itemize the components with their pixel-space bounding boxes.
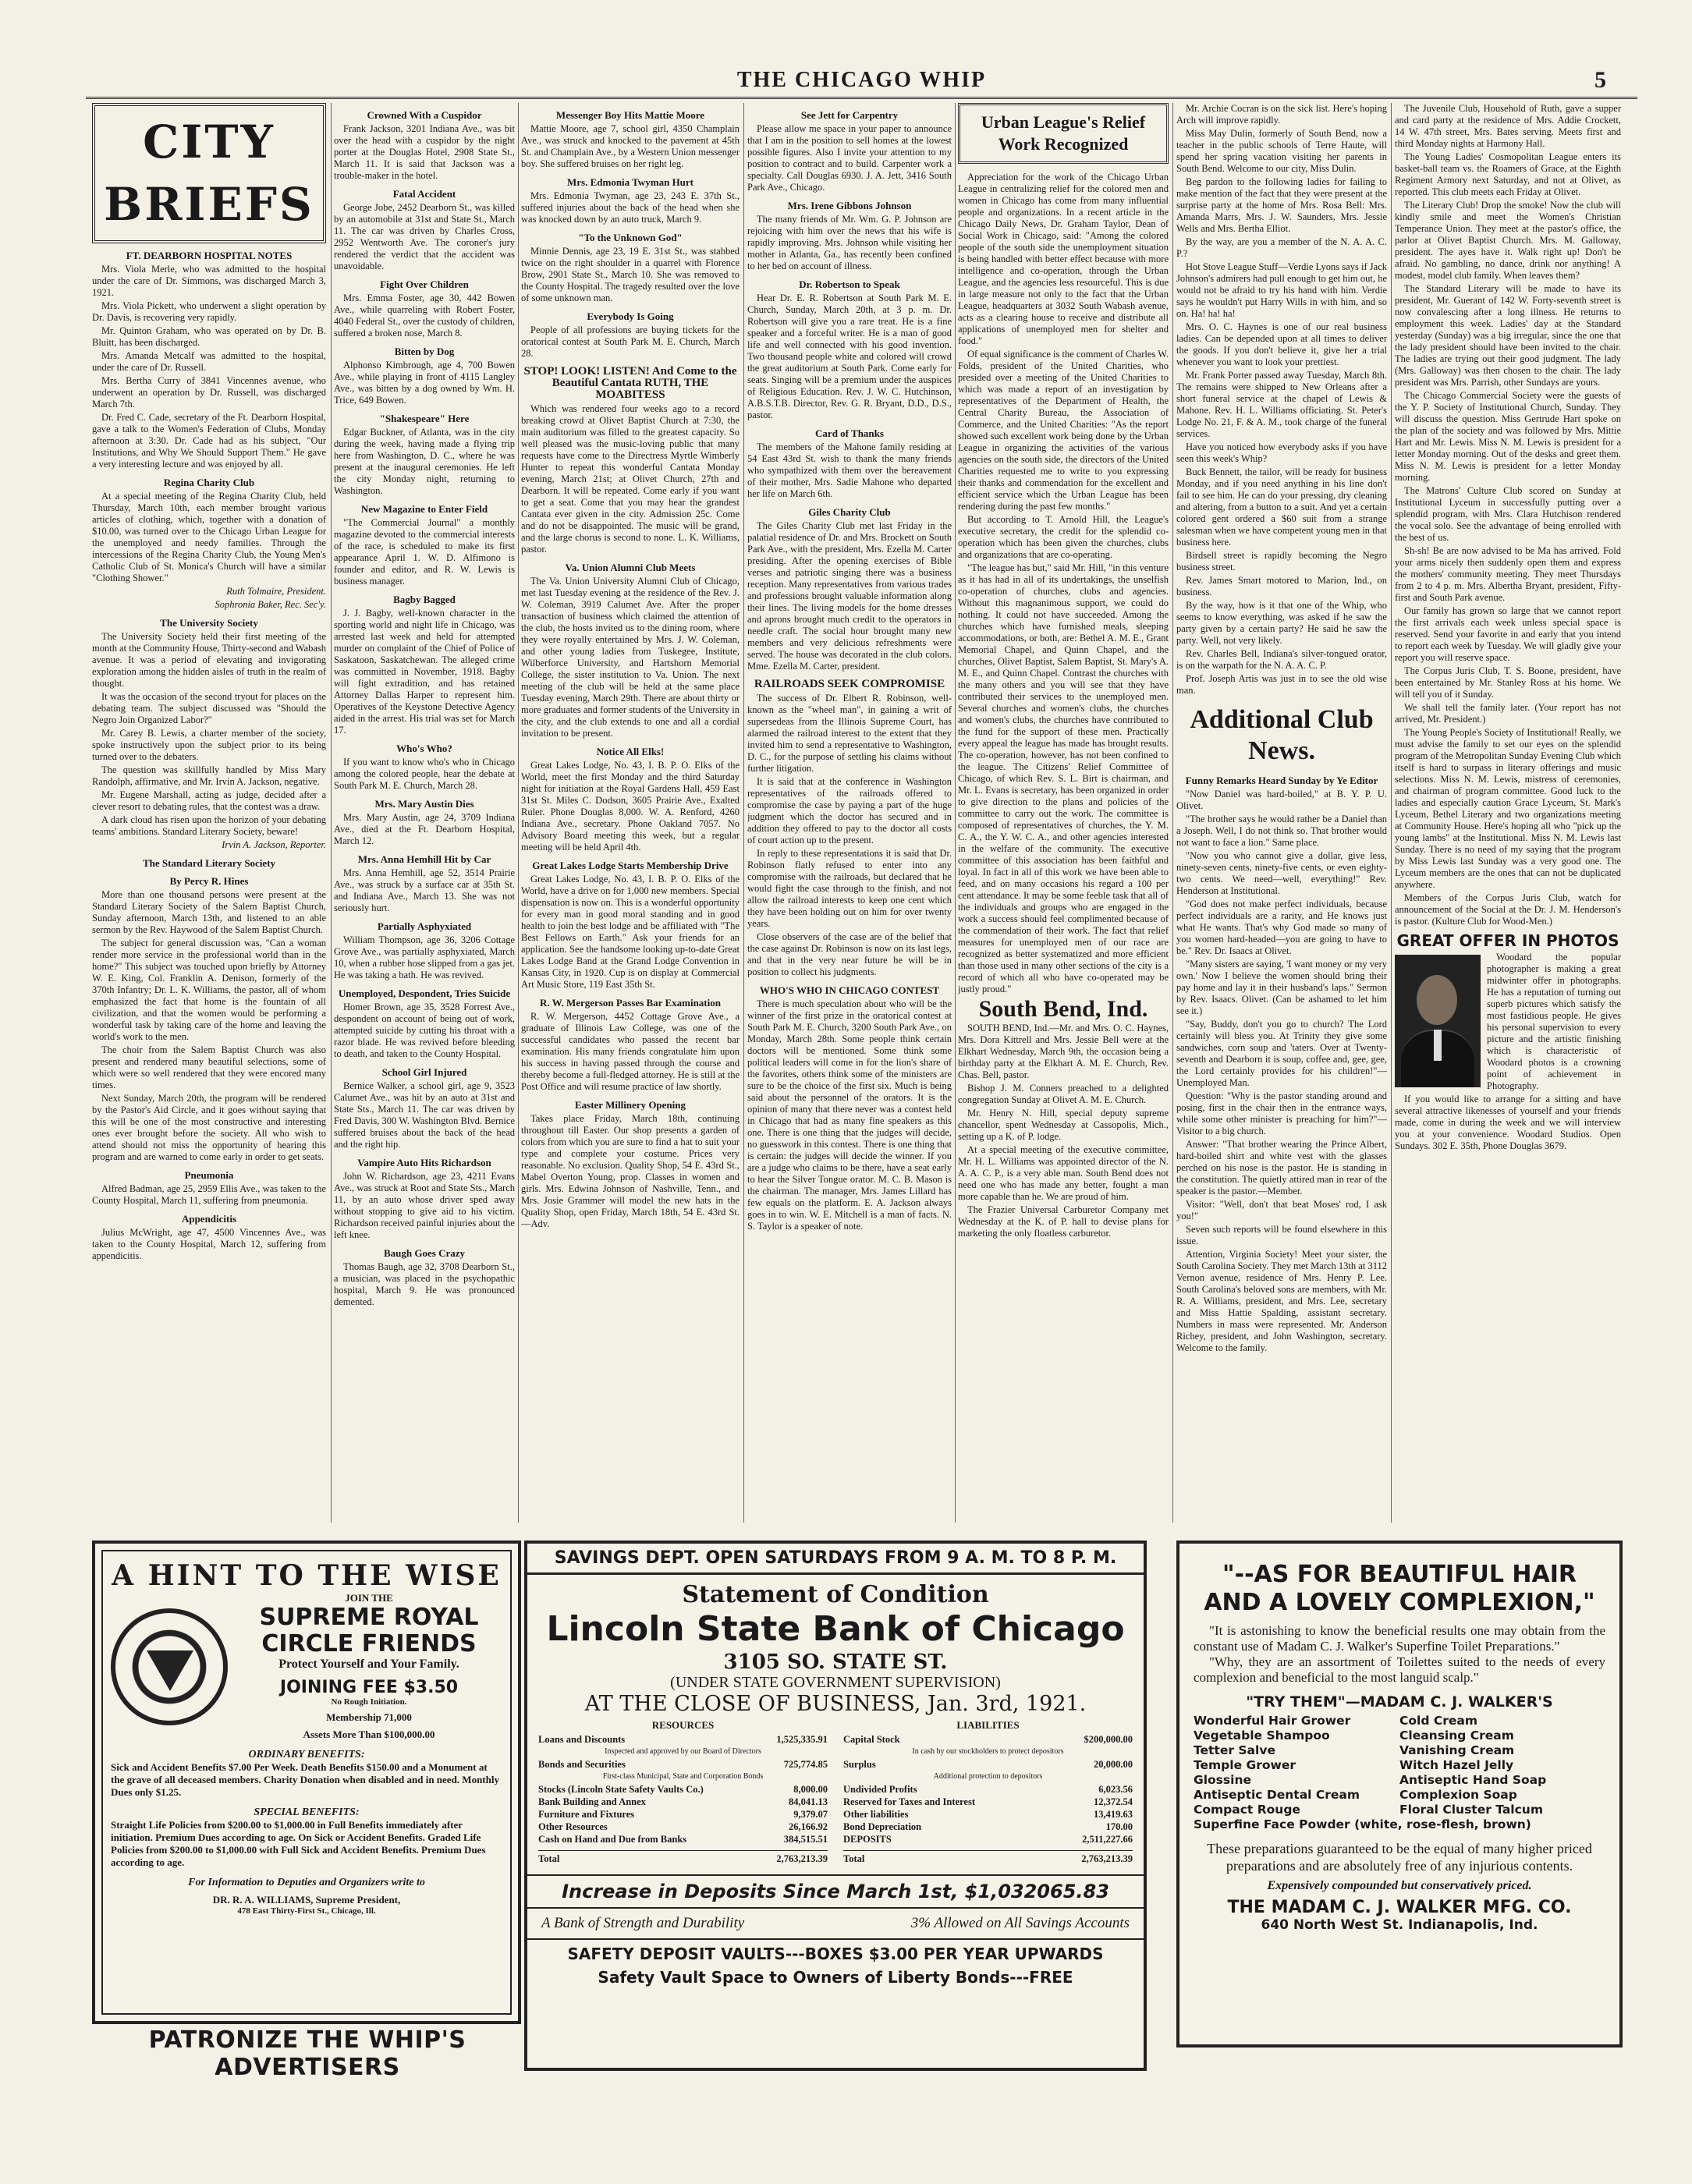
article-text: Great Lakes Lodge, No. 43, I. B. P. O. Elks of the World, have a drive on for 1,000 new members. Special dispensation is now on. This is a wonderful opportunity for every man in good moral standing and in good health to join the best lodge and be affiliated with "The Best Fellows on Earth." Ask your friends for an application. See the handsome looking up-to-date Great Lakes Lodge Band at the Grand Lodge Convention in Kansas City, in 1920. Cup is on display at Commercial Art Music Store, 119 East 35th St. [521, 874, 740, 990]
column-5 [958, 103, 1169, 1523]
liabilities-total [843, 1850, 1133, 1865]
walker-company: THE MADAM C. J. WALKER MFG. CO. [1227, 1898, 1572, 1917]
row-note: Inspected and approved by our Board of Directors [605, 1747, 761, 1756]
row-label: Other Resources [538, 1821, 608, 1832]
article-text: Homer Brown, age 35, 3528 Forrest Ave., despondent on account of being out of work, attempted suicide by cutting his throat with a razor blade. He was revived before bleeding to death, and taken to the County Hospital. [334, 1002, 515, 1059]
article-text: Visitor: "Well, don't that beat Moses' rod, I ask you!" [1176, 1199, 1387, 1221]
walker-body: "It is astonishing to know the beneficial results one may obtain from the constant use of Madam C. J. Walker's Superfine Toilet Preparations." [1194, 1623, 1605, 1654]
article-heading: RAILROADS SEEK COMPROMISE [754, 678, 945, 690]
product-item: Tetter Salve [1194, 1743, 1275, 1757]
row-value: $200,000.00 [1084, 1734, 1133, 1745]
article-text: Mr. Quinton Graham, who was operated on by Dr. B. Bluitt, has been discharged. [92, 325, 326, 348]
bank-close-date: AT THE CLOSE OF BUSINESS, Jan. 3rd, 1921. [584, 1692, 1087, 1716]
article-text: Of equal significance is the comment of Charles W. Folds, president of the United Charities, who presided over a meeting of the United Charities to which was made a report of an investigation by representatives of the Department of Health, the Central Charity Bureau, the Association of Commerce, and the United Charities: "As the report showed such excellent work being done by the Urban League in organizing the activities of the various agencies on the south side, the directors of the United Charities requested me to write to you expressing their thanks and commendation for the excellent and efficient service which the Urban League has been rendering during the past few months." [958, 349, 1169, 512]
article-text: R. W. Mergerson, 4452 Cottage Grove Ave., a graduate of Illinois Law College, was one of the successful candidates who passed the recent bar examination. His many friends congratulate him upon his success in having passed through the course and thereby become a full-fledged attorney. He is still at the Post Office and will resume practice of law shortly. [521, 1011, 740, 1092]
row-label: Loans and Discounts [538, 1734, 626, 1745]
paper-title: THE CHICAGO WHIP [736, 68, 987, 92]
total-label: Total [843, 1853, 865, 1864]
bank-address: 3105 SO. STATE ST. [723, 1650, 948, 1674]
article-heading: Card of Thanks [815, 427, 884, 439]
total-label: Total [538, 1853, 560, 1864]
walker-tagline: Expensively compounded but conservatively priced. [1267, 1879, 1532, 1892]
product-item: Cleansing Cream [1399, 1728, 1514, 1743]
resources-total [538, 1850, 828, 1865]
article-text: "Now Daniel was hard-boiled," at B. Y. P. U. Olivet. [1176, 789, 1387, 811]
row-value: 12,372.54 [1094, 1796, 1133, 1807]
article-text: "God does not make perfect individuals, because perfect individuals are a rarity, and He knows just what He wants. That's why God made so many of you women hard-headed—you are going to have to be." Rev. Dr. Isaacs at Olivet. [1176, 899, 1387, 956]
product-item: Antiseptic Hand Soap [1399, 1773, 1547, 1787]
article-heading: New Magazine to Enter Field [360, 503, 488, 515]
article-heading: Unemployed, Despondent, Tries Suicide [338, 987, 511, 999]
resource-row [538, 1783, 828, 1796]
header-rule [86, 97, 1637, 99]
column-divider [518, 103, 519, 1523]
article-heading: R. W. Mergerson Passes Bar Examination [540, 997, 721, 1009]
column-2 [334, 103, 515, 1523]
ad-headline: A HINT TO THE WISE [112, 1559, 502, 1592]
article-text: "The brother says he would rather be a Daniel than a Joseph. Well, I do not think so. That brother would not want to face a lion." Same place. [1176, 814, 1387, 848]
row-label: Stocks (Lincoln State Safety Vaults Co.) [538, 1784, 704, 1795]
article-text: Mrs. O. C. Haynes is one of our real business ladies. Can be depended upon at all times to deliver the goods. If you don't believe it, give her a trial whenever you want to look your prettiest. [1176, 321, 1387, 367]
article-text: By the way, how is it that one of the Whip, who seems to know everything, was asked if he saw the party given by a certain party? He said he saw the party. Well, not very likely. [1176, 600, 1387, 646]
city-briefs-banner: CITY BRIEFS [92, 103, 326, 243]
article-text: Rev. James Smart motored to Marion, Ind., on business. [1176, 575, 1387, 597]
article-text: Frank Jackson, 3201 Indiana Ave., was bit over the head with a cuspidor by the night porter at the Douglas Hotel, 2908 State St., March 11. It is said that Jackson was a trouble-maker in the hotel. [334, 123, 515, 181]
article-text: Mr. Henry N. Hill, special deputy supreme chancellor, spent Wednesday at Cassopolis, Mich., setting up a K. of P. lodge. [958, 1108, 1169, 1142]
article-heading: Messenger Boy Hits Mattie Moore [555, 109, 705, 121]
row-value: 1,525,335.91 [776, 1734, 828, 1745]
page-number: 5 [1594, 67, 1606, 93]
article-text: A dark cloud has risen upon the horizon of your debating teams' ambitions. Standard Literary Society, beware! [92, 814, 326, 837]
ad-row [111, 1592, 502, 1741]
product-item: Cold Cream [1399, 1714, 1477, 1728]
article-text: By the way, are you a member of the N. A. A. C. P.? [1176, 236, 1387, 259]
column-divider [955, 103, 956, 1523]
row-label: Bond Depreciation [843, 1821, 922, 1832]
article-text: If you want to know who's who in Chicago among the colored people, hear the debate at South Park M. E. Church, March 28. [334, 757, 515, 791]
article-text: Mrs. Mary Austin, age 24, 3709 Indiana Ave., died at the Ft. Dearborn Hospital, March 12. [334, 812, 515, 846]
signature: Sophronia Baker, Rec. Sec'y. [215, 599, 326, 610]
article-text: The Young Ladies' Cosmopolitan League enters its basket-ball team vs. the Roamers of Grace, at the Eighth Regiment Armory next Saturday, and not at Olivet, as reported. This club meets each Friday at Olivet. [1395, 151, 1621, 197]
lincoln-bank-ad [524, 1540, 1147, 2071]
article-text: Alphonso Kimbrough, age 4, 700 Bowen Ave., while playing in front of 4115 Langley Ave., was bitten by a dog owned by Wm. H. Trice, 649 Bowen. [334, 360, 515, 406]
ad-right [236, 1592, 502, 1741]
row-value: 26,166.92 [789, 1821, 828, 1832]
article-text: Beg pardon to the following ladies for failing to make mention of the fact that they were present at the surprise party at the home of Mrs. Rosa Bell: Mrs. Amanda Marrs, Mrs. J. W. Saunders, Mrs. Jessie Wells and Mrs. Bertha Elliot. [1176, 176, 1387, 234]
ad-no-rough: No Rough Initiation. [331, 1697, 407, 1707]
article-text: The Standard Literary will be made to have its president, Mr. Guerant of 142 W. Forty-seventh street is now convalescing after a long illness. He returns to employment this week. Ladies' day at the Standard yesterday (Sunday) was a big irregular, since the one that the lady president should have been invited to the chair. The ladies are trying out their good judgment. The lady (Mrs. Galloway) was then chosen to the chair. The lady president was Mrs. Parrish, other Sundays are yours. [1395, 283, 1621, 388]
row-note: In cash by our stockholders to protect depositors [912, 1747, 1064, 1756]
row-label: Furniture and Fixtures [538, 1809, 635, 1820]
column-divider [743, 103, 744, 1523]
product-item: Antiseptic Dental Cream [1194, 1788, 1360, 1802]
article-text: The question was skillfully handled by Miss Mary Randolph, affirmative, and Mr. Irvin A. Jackson, negative. [92, 764, 326, 787]
article-text: We shall tell the family later. (Your report has not arrived, Mr. President.) [1395, 702, 1621, 725]
column-6 [1176, 103, 1387, 1523]
article-heading: Mrs. Mary Austin Dies [374, 798, 474, 810]
article-text: Appreciation for the work of the Chicago Urban League in centralizing relief for the colored men and women in Chicago has come from many influential people and organizations. In a recent article in the Chicago Daily News, Dr. Graham Taylor, Dean of Social Work in Chicago, said: "Among the colored people of the south side the unemployment situation is being handled with better effect because with more intelligence and co-operation, through the Urban League, and the agencies less resourceful. This is due in large measure not only to the fact that the Urban League, headquarters at 3032 South Wabash avenue, acts as a clearing house to receive and distribute all applications of unemployed men for shelter and food." [958, 172, 1169, 346]
row-note: Additional protection to depositors [933, 1772, 1043, 1781]
resource-row [538, 1821, 828, 1833]
ad-info: For Information to Deputies and Organizers write to [188, 1877, 425, 1888]
article-text: Minnie Dennis, age 23, 19 E. 31st St., was stabbed twice on the right shoulder in a quarrel with Florence Brow, 2901 State St., March 10. She was removed to the County Hospital. The tragedy resulted over the love of some unknown man. [521, 246, 740, 303]
article-text: SOUTH BEND, Ind.—Mr. and Mrs. O. C. Haynes, Mrs. Dora Kittrell and Mrs. Jessie Bell were at the Elkhart Wednesday, March 9th, the occasion being a birthday party at the Elkhart A. M. E. Church, Rev. Chas. Bell, pastor. [958, 1023, 1169, 1080]
walker-ad-inner [1179, 1544, 1619, 1944]
royal-circle-ad-inner [101, 1550, 512, 2015]
article-text: Bishop J. M. Conners preached to a delighted congregation Sunday at Olivet A. M. E. Church. [958, 1083, 1169, 1105]
article-text: J. J. Bagby, well-known character in the sporting world and night life in Chicago, was arrested last week and held for attempted murder on complaint of the Chief of Police of Saskatoon, Saskatchewan. The alleged crime was committed in November, 1918. Bagby will fight extradition, and has retained Attorney Dallas Harper to represent him. Operatives of the Keystone Detective Agency aided in the arrest. His trial was set for March 17. [334, 608, 515, 736]
article-text: "The Commercial Journal" a monthly magazine devoted to the commercial interests of the race, is scheduled to make its first appearance April 1. W. D. Alfimono is founder and editor, and R. W. Lewis is business manager. [334, 517, 515, 587]
portrait-face [1417, 975, 1457, 1025]
row-value: 2,511,227.66 [1082, 1834, 1133, 1845]
row-value: 170.00 [1105, 1821, 1133, 1832]
article-text: Mr. Archie Cocran is on the sick list. Here's hoping Arch will improve rapidly. [1176, 103, 1387, 126]
article-text: William Thompson, age 36, 3206 Cottage Grove Ave., was partially asphyxiated, March 10, when a rubber hose slipped from a gas jet. He was taking a bath. He was revived. [334, 934, 515, 980]
article-text: Answer: "That brother wearing the Prince Albert, hard-boiled shirt and white vest with the glasses perched on his nose is the pastor. He is standing in the constitution. The quietly attired man in rear of the speaker is the pastor.—Member. [1176, 1139, 1387, 1197]
article-text: Next Sunday, March 20th, the program will be rendered by the Pastor's Aid Circle, and it goes without saying that this will be one of the most constructive and interesting ones ever brought before the society. All who wish to attend should not miss the opportunity of hearing this program and are warned to come early in order to get seats. [92, 1093, 326, 1162]
liability-row [843, 1821, 1133, 1833]
liability-row [843, 1758, 1133, 1771]
column-4 [747, 103, 952, 1523]
portrait-tie [1434, 1030, 1442, 1061]
column-7 [1395, 103, 1621, 1523]
article-text: The choir from the Salem Baptist Church was also present and rendered many beautiful selections, some of which were so well rendered that they were encored many times. [92, 1044, 326, 1090]
product-item: Wonderful Hair Grower [1194, 1714, 1351, 1728]
resource-row [538, 1808, 828, 1821]
article-heading: The Standard Literary Society [142, 857, 276, 869]
article-text: It is said that at the conference in Washington representatives of the railroads offered to compromise the case by paying a part of the huge judgment which the doctor has secured and in addition they offered to pay to the doctor all costs of court action up to the present. [747, 776, 952, 846]
product-item: Temple Grower [1194, 1758, 1296, 1772]
row-value: 6,023.56 [1098, 1784, 1133, 1795]
column-divider [1172, 103, 1173, 1523]
article-heading: See Jett for Carpentry [800, 109, 899, 121]
article-text: Which was rendered four weeks ago to a record breaking crowd at Olivet Baptist Church at 7:30, the main auditorium was filled to the greatest capacity. So well pleased was the music-loving public that many requests have come to the Directress Myrtle Wimberly Hunter to repeat this wonderful Cantata Monday evening, March 21st; at Olivet Church, 27th and Dearborn. It will be repeated. Come early if you want to get a seat. Come that you may hear the grandest Cantata ever given in the city. Admission 25c. Come and do not be disappointed. The music will be grand, and the large chorus is second to none. L. K. Williams, pastor. [521, 403, 740, 555]
masthead [94, 67, 1630, 94]
product-item: Floral Cluster Talcum [1399, 1803, 1543, 1817]
resource-row [538, 1796, 828, 1808]
article-text: Attention, Virginia Society! Meet your sister, the South Carolina Society. They met March 13th at 3112 Vernon avenue, residence of Mrs. Henry P. Lee. South Carolina's beloved sons are members, with Mr. R. A. Williams, president, and Mrs. Lee, secretary and Miss Hattie Spalding, assistant secretary. Numbers in mass were represented. Mr. Anderson Richey, president, and John Washington, secretary. Welcome to the family. [1176, 1249, 1387, 1353]
liability-row [843, 1796, 1133, 1808]
ad-subheading: ORDINARY BENEFITS: [248, 1749, 365, 1760]
article-text: The University Society held their first meeting of the month at the Community House, Thirty-second and Wabash avenue. It was a period of elevating and invigorating exploration among the hidden aisles of truth in the realm of thought. [92, 631, 326, 689]
article-text: The members of the Mahone family residing at 54 East 43rd St. wish to thank the many friends who sympathized with them over the bereavement of their mother, Mrs. Sadie Mahone who departed her life on March 6th. [747, 441, 952, 499]
bank-statement [527, 1716, 1144, 1868]
article-text: Question: "Why is the pastor standing around and posing, first in the chair then in the entrance ways, while some other minister is preaching for him?"—Visitor to a big church. [1176, 1090, 1387, 1136]
article-text: Mrs. Bertha Curry of 3841 Vincennes avenue, who underwent an operation by Dr. Russell, was discharged March 7th. [92, 375, 326, 410]
column-3 [521, 103, 740, 1523]
walker-products-wide [1194, 1817, 1605, 1832]
ad-fee: JOINING FEE $3.50 [279, 1678, 459, 1697]
article-text: Mr. Eugene Marshall, acting as judge, decided after a clever resort to debating rules, that the contest was a draw. [92, 789, 326, 812]
article-text: Please allow me space in your paper to announce that I am in the position to sell homes at the lowest possible figures. Also I invite your attention to my position to contract and to build. Carpenter work a specialty. Call Douglas 6930. J. A. Jett, 3416 South Park Ave., Chicago. [747, 123, 952, 193]
total-value: 2,763,213.39 [776, 1853, 828, 1864]
madam-walker-ad [1176, 1540, 1623, 2048]
bank-banner: SAVINGS DEPT. OPEN SATURDAYS FROM 9 A. M. TO 8 P. M. [527, 1544, 1144, 1575]
article-text: Edgar Buckner, of Atlanta, was in the city during the week, having made a flying trip here from Washington, D. C., where he was present at the inaugural ceremonies. He left the city Monday night, returning to Washington. [334, 427, 515, 496]
article-text: Mrs. Viola Merle, who was admitted to the hospital under the care of Dr. Simmons, was discharged March 3, 1921. [92, 264, 326, 298]
article-text: The Va. Union University Alumni Club of Chicago, met last Tuesday evening at the residence of the Rev. J. W. Coleman, 3919 Calumet Ave. After the proper transaction of business which claimed the attention of the club, the hosts invited us to the dining room, where they were royally entertained by Mrs. J. W. Coleman, and other young ladies from Tuskegee, Institute, Wilberforce University, and Hartshorn Memorial College, the sister institution to Va. Union. The next meeting of the club will be held at the same place Tuesday evening, March 29th. There are about thirty or more graduates and former students of the University in the city, and the club extends to one and all a cordial invitation to be present. [521, 576, 740, 739]
article-heading: Pneumonia [184, 1169, 234, 1181]
product-item: Superfine Face Powder (white, rose-flesh, brown) [1194, 1817, 1531, 1831]
article-heading: Great Lakes Lodge Starts Membership Drive [532, 860, 729, 871]
article-heading: School Girl Injured [381, 1066, 467, 1078]
article-text: The Chicago Commercial Society were the guests of the Y. P. Society of Institutional Church, Sunday. They will discuss the question. Miss Gertrude Hart spoke on the plan of the society and was followed by Mrs. Mittie Hart and Mr. Lewis. Miss N. M. Lewis is president for a letter Monday morning. Out of the desks and greet them. Miss N. M. Lewis is president for a letter Monday morning. [1395, 390, 1621, 483]
article-heading: "Shakespeare" Here [379, 413, 470, 424]
products-right [1399, 1714, 1605, 1817]
ad-join: JOIN THE [345, 1592, 393, 1604]
resource-row [538, 1733, 828, 1746]
product-item: Vegetable Shampoo [1194, 1728, 1330, 1743]
walker-body: "Why, they are an assortment of Toilettes suited to the needs of every complexion and beneficial to the most languid scalp." [1194, 1654, 1605, 1685]
photographer-portrait [1395, 955, 1481, 1087]
ad-subheading: SPECIAL BENEFITS: [254, 1806, 360, 1818]
ad-membership: Membership 71,000 [326, 1711, 412, 1723]
product-item: Glossine [1194, 1773, 1251, 1787]
signature: Ruth Tolmaire, President. [226, 586, 326, 597]
resources-caption: RESOURCES [651, 1719, 715, 1731]
article-text: The subject for general discussion was, "Can a woman render more service in the professional world than in the home?" This subject was touched upon briefly by Attorney W. E. King, Col. Franklin A. Denison, formerly of the 370th Infantry; Dr. L. K. Williams, the pastor, all of whom emphasized the fact that home is the fountain of all civilization, and that the women would be performing a wonderful task by taking care of the home and leaving the world's work to the men. [92, 938, 326, 1042]
article-text: People of all professions are buying tickets for the oratorical contest at South Park M. E. Church, March 28. [521, 324, 740, 359]
walker-guarantee: These preparations guaranteed to be the equal of many higher priced preparations and are absolutely free of any injurious contents. [1207, 1841, 1592, 1874]
row-label: DEPOSITS [843, 1834, 892, 1845]
row-label: Capital Stock [843, 1734, 900, 1745]
signature: Irvin A. Jackson, Reporter. [222, 839, 326, 850]
article-text: "Many sisters are saying, 'I want money or my very own.' Now I believe the women should bring their pay home and lay it in their husband's laps." Sermon by Rev. Isaacs. Olivet. (Can be ashamed to let him see it.) [1176, 959, 1387, 1016]
article-heading: Everybody Is Going [587, 310, 674, 322]
article-text: Close observers of the case are of the belief that the case against Dr. Robinson is now on its last legs, and that in the very near future he will be in position to collect his judgments. [747, 931, 952, 977]
liability-row [843, 1783, 1133, 1796]
urban-league-headline: Urban League's Relief Work Recognized [958, 103, 1169, 164]
deposits-increase: Increase in Deposits Since March 1st, $1,032065.83 [527, 1874, 1144, 1909]
row-value: 13,419.63 [1094, 1809, 1133, 1820]
article-text: Have you noticed how everybody asks if you have seen this week's Whip? [1176, 441, 1387, 464]
article-text: Mrs. Viola Pickett, who underwent a slight operation by Dr. Davis, is recovering very rapidly. [92, 300, 326, 323]
article-heading: FT. DEARBORN HOSPITAL NOTES [126, 250, 293, 261]
row-label: Undivided Profits [843, 1784, 917, 1795]
article-text: Our family has grown so large that we cannot report the first arrivals each week unless special space is reserved. Send your favorite in and early that you intend to report each week by Tuesday. We will gladly give your report you will reserve space. [1395, 605, 1621, 663]
article-heading: Vampire Auto Hits Richardson [357, 1157, 491, 1168]
south-bend-headline: South Bend, Ind. [978, 996, 1148, 1022]
article-text: The Giles Charity Club met last Friday in the palatial residence of Dr. and Mrs. Brockett on South Park Ave., with the president, Mrs. Ezella M. Carter presiding. After the opening exercises of Bible verses and patriotic singing there was a business reception. Many representatives from various trades and professions brought valuable information along their lines. The living models for the home dresses and aprons brought much credit to the operators in needle craft. The social hour brought many new members and very delicious refreshments were served. The house was decorated in the club colors. Mme. Ezella M. Carter, president. [747, 520, 952, 672]
article-text: Mrs. Amanda Metcalf was admitted to the hospital, under the care of Dr. Russell. [92, 350, 326, 373]
article-heading: "To the Unknown God" [578, 232, 683, 243]
resources-table [538, 1719, 828, 1865]
row-value: 384,515.51 [783, 1834, 828, 1845]
article-heading: Notice All Elks! [596, 746, 665, 757]
product-item: Witch Hazel Jelly [1399, 1758, 1514, 1772]
article-text: Miss May Dulin, formerly of South Bend, now a teacher in the public schools of Terre Haute, will spend her spring vacation visiting her parents in South Bend. Welcome to our city, Miss Dulin. [1176, 128, 1387, 174]
row-label: Surplus [843, 1759, 876, 1770]
article-text: John W. Richardson, age 23, 4211 Evans Ave., was struck at Root and State Sts., March 11, by an auto whose driver sped away without stopping to give aid to his victim. Richardson received painful injuries about the left knee. [334, 1171, 515, 1240]
ad-text: Straight Life Policies from $200.00 to $1,000.00 in Full Benefits immediately after initiation. Premium Dues according to age. On Sick or Accident Benefits. Graded Life Policies from $200.00 to $1,000.00 with Full Sick and Accident Benefits. Premium Dues according to age. [111, 1819, 486, 1868]
article-text: Members of the Corpus Juris Club, watch for announcement of the Social at the Dr. J. M. Henderson's is pastor. (Kulture Club for Wood-Men.) [1395, 892, 1621, 927]
article-heading: Mrs. Irene Gibbons Johnson [787, 200, 912, 211]
article-text: More than one thousand persons were present at the Standard Literary Society of the Salem Baptist Church, Sunday afternoon, March 13th, and listened to an able sermon by the Rev. Haywood of the Salem Baptist Church. [92, 889, 326, 935]
article-heading: Va. Union Alumni Club Meets [565, 562, 696, 573]
article-text: Mrs. Edmonia Twyman, age 23, 243 E. 37th St., suffered injuries about the back of the head when she was knocked down by an auto truck, March 9. [521, 190, 740, 225]
article-text: The Young People's Society of Institutional! Really, we must advise the family to set our eyes on the splendid program of the Metropolitan Sunday Evening Club which itself is hard to surpass in literary offerings and music selections. Miss N. M. Lewis, mistress of ceremonies, and chairman of program committee. Good luck to the ladies and especially caution Grace Lyceum, St. Mark's Lyceum, Bethel Literary and two organizations meeting at Community House. Here's hoping all who "pick up the young lambs" at the Institutional. Miss N. M. Lewis last Sunday. There is no need of my saying that the program by Miss Lewis last Sunday was a very good one. The Lyceum members are the ones that can not be duplicated anywhere. [1395, 727, 1621, 890]
article-heading: Mrs. Anna Hemhill Hit by Car [357, 853, 491, 865]
total-value: 2,763,213.39 [1081, 1853, 1133, 1864]
liability-row [843, 1808, 1133, 1821]
article-text: Thomas Baugh, age 32, 3708 Dearborn St., a musician, was placed in the psychopathic hospital, March 9. He was pronounced demented. [334, 1261, 515, 1307]
ad-protect: Protect Yourself and Your Family. [278, 1658, 459, 1671]
article-heading: Funny Remarks Heard Sunday by Ye Editor [1185, 775, 1378, 786]
bank-statement-title: Statement of Condition [682, 1581, 989, 1608]
article-text: Mrs. Anna Hemhill, age 52, 3514 Prairie Ave., was struck by a surface car at 35th St. and Indiana Ave., March 13. She was not seriously hurt. [334, 867, 515, 913]
bank-supervision: (UNDER STATE GOVERNMENT SUPERVISION) [670, 1674, 1001, 1691]
walker-try: "TRY THEM"—MADAM C. J. WALKER'S [1246, 1693, 1553, 1711]
article-text: Julius McWright, age 47, 4500 Vincennes Ave., was taken to the County Hospital, March 12, suffering from appendicitis. [92, 1227, 326, 1261]
article-heading: Bitten by Dog [394, 346, 455, 357]
article-text: The Corpus Juris Club, T. S. Boone, president, have been entertained by Mr. Stanley Ross at his home. We will tell you of it Sunday. [1395, 665, 1621, 700]
article-text: If you would like to arrange for a sitting and have several attractive likenesses of yourself and your friends made, come in during the week and we will interview you at your convenience. Woodard Studios. Open Sundays. 302 E. 35th, Phone Douglas 3679. [1395, 1094, 1621, 1151]
article-text: There is much speculation about who will be the winner of the first prize in the oratorical contest at South Park M. E. Church, 3200 South Park Ave., on Monday, March 28th. Some people think certain doctors will be mentioned. Some think some political leaders will come in for the lion's share of the favorites, others think some of the ministers are sure to be the choice of the first six. Much is being said about the personnel of the orators. It is the opinion of many that there never was a contest held in Chicago that had as many fine speakers as this one. There is one thing that the judges will decide, no guesswork in this contest. There is one thing that is certain: the judges will decide the winner. If you are a judge who claims to be there, have a seat early to hear the Silver Tongue orator. M. C. B. Mason is the chairman. The manager, Mrs. James Lillard has few equals on the platform. E. A. Jackson always goes in to win. W. E. Mitchell is a man of facts. N. S. Taylor is a speaker of note. [747, 998, 952, 1232]
article-text: The Literary Club! Drop the smoke! Now the club will kindly smile and meet the Women's Christian Temperance Union. They meet at the pastor's office, the parlor at Olivet Baptist Church. Mrs. M. Galloway, president. The ayes have it. Walk right up! Don't be afraid. No gambling, no dance, drink nor anything! A modest, model club family. When leaves them? [1395, 200, 1621, 281]
liabilities-table [843, 1719, 1133, 1865]
article-text: Hear Dr. E. R. Robertson at South Park M. E. Church, Sunday, March 20th, at 3 p. m. Dr. Robertson will give you a rare treat. He is a fine speaker and a forceful writer. He is a man of good life and well connected with his good invention. Two thousand people white and colored will crowd the great auditorium at South Park. Come early for seats. Singing will be a premium under the auspices of Religious Education. Rev. J. W. C. Hutchinson, A.B.S.T.B. Director, Rev. G. R. Bryant, D.D., D.S., pastor. [747, 292, 952, 420]
additional-club-news-headline: Additional Club News. [1190, 705, 1374, 765]
patronize-advertisers: PATRONIZE THE WHIP'S ADVERTISERS [148, 2026, 466, 2081]
article-text: Great Lakes Lodge, No. 43, I. B. P. O. Elks of the World, meet the first Monday and the third Saturday night for initiation at the Royal Gardens Hall, 459 East 31st St. Miles C. Dodson, 3605 Prairie Ave., Exalted Ruler. Phone Douglas 8,000. W. A. Renford, 4260 Indiana Ave., secretary. Phone Oakland 7057. No Advisory Board meeting this week, but a regular meeting will be held April 4th. [521, 760, 740, 853]
article-heading: Crowned With a Cuspidor [367, 109, 482, 121]
row-label: Bonds and Securities [538, 1759, 626, 1770]
article-heading: Who's Who? [396, 743, 452, 754]
bank-strength-row [527, 1909, 1144, 1940]
bank-name: Lincoln State Bank of Chicago [546, 1609, 1125, 1649]
row-value: 9,379.07 [793, 1809, 828, 1820]
savings-rate: 3% Allowed on All Savings Accounts [910, 1915, 1130, 1931]
ad-address: 478 East Thirty-First St., Chicago, Ill. [237, 1906, 376, 1916]
product-item: Compact Rouge [1194, 1803, 1300, 1817]
vault-line: Safety Vault Space to Owners of Liberty Bonds---FREE [598, 1968, 1073, 1987]
row-value: 725,774.85 [783, 1759, 828, 1770]
column-divider [331, 103, 332, 1523]
article-text: Mr. Carey B. Lewis, a charter member of the society, spoke instructively upon the subject prior to its being turned over to the debaters. [92, 728, 326, 762]
ad-assets: Assets More Than $100,000.00 [303, 1728, 435, 1740]
article-text: "Now you who cannot give a dollar, give less, ninety-seven cents, ninety-five cents, or even eighty-two cents. We need—well, everything!" Rev. Henderson at Institutional. [1176, 850, 1387, 896]
row-label: Cash on Hand and Due from Banks [538, 1834, 687, 1845]
walker-headline: "--AS FOR BEAUTIFUL HAIR AND A LOVELY COMPLEXION," [1204, 1561, 1595, 1616]
article-text: The Juvenile Club, Household of Ruth, gave a supper and card party at the residence of Mrs. Addie Crockett, 14 W. 47th street, Mrs. Bates serving. Meets first and third Monday nights at Harmony Hall. [1395, 103, 1621, 149]
row-note: First-class Municipal, State and Corporation Bonds [602, 1772, 764, 1781]
article-heading: WHO'S WHO IN CHICAGO CONTEST [759, 984, 940, 996]
article-heading: Fight Over Children [380, 278, 469, 290]
ad-contact: DR. R. A. WILLIAMS, Supreme President, [212, 1894, 401, 1906]
article-text: It was the occasion of the second tryout for places on the debating team. The subject discussed was "Should the Negro Join Organized Labor?" [92, 691, 326, 725]
article-heading: Easter Millinery Opening [574, 1099, 686, 1111]
row-value: 84,041.13 [789, 1796, 828, 1807]
article-byline: By Percy R. Hines [169, 875, 249, 887]
article-text: Bernice Walker, a school girl, age 9, 3523 Calumet Ave., was hit by an auto at 31st and State Sts., March 11. The car was driven by Fred Davis, 300 W. Washington Blvd. Bernice suffered bruises about the back of the head and the right hip. [334, 1080, 515, 1150]
royal-circle-ad [92, 1540, 521, 2024]
product-item: Complexion Soap [1399, 1788, 1517, 1802]
article-text: Woodard the popular photographer is making a great midwinter offer in photographs. He has a reputation of turning out superb pictures which satisfy the most fastidious people. He gives his personal supervision to every picture and the artistic finishing which is characteristic of Woodard photos is a crowning point of achievement in Photography. [1487, 952, 1621, 1091]
products-left [1194, 1714, 1399, 1817]
row-label: Reserved for Taxes and Interest [843, 1796, 975, 1807]
article-text: Birdsell street is rapidly becoming the Negro business street. [1176, 550, 1387, 573]
article-heading: Regina Charity Club [163, 477, 255, 488]
article-text: At a special meeting of the executive committee, Mr. H. L. Williams was appointed director of the N. A. A. C. P., is a very able man. South Bend does not need one who has made any better, fought a man more capable than he. We are proud of him. [958, 1144, 1169, 1202]
row-label: Bank Building and Annex [538, 1796, 646, 1807]
article-text: Mrs. Emma Foster, age 30, 442 Bowen Ave., while quarreling with Robert Foster, 4040 Federal St., over the custody of children, suffered a broken nose, March 8. [334, 292, 515, 339]
royal-circle-emblem-icon [111, 1608, 228, 1725]
article-text: The success of Dr. Elbert R. Robinson, well-known as the "wheel man", in gaining a writ of supersedeas from the Illinois Supreme Court, has alarmed the railroad interest to the extent that they invited him to send a representative to Washington, D. C., for the purpose of settling his claims without further litigation. [747, 693, 952, 774]
article-heading: Fatal Accident [392, 188, 456, 200]
article-text: Dr. Fred C. Cade, secretary of the Ft. Dearborn Hospital, gave a talk to the Women's Federation of Clubs, Monday afternoon at 3:30. Dr. Cade had as his subject, "Our Institutions, and Why We Should Support Them." He gave a very interesting lecture and was enjoyed by all. [92, 412, 326, 470]
walker-address: 640 North West St. Indianapolis, Ind. [1261, 1917, 1538, 1933]
resource-row [538, 1833, 828, 1845]
article-text: Sh-sh! Be are now advised to be Ma has arrived. Fold your arms nicely then suddenly open them and express the mothers' community meeting. They meet Thursdays from 2 to 4 p. m. Mrs. Albertha Bryant, president, Fifty-first and South Park avenue. [1395, 545, 1621, 603]
article-heading: The University Society [160, 617, 258, 629]
article-text: But according to T. Arnold Hill, the League's executive secretary, the credit for the splendid co-operation which has been given the churches, clubs and organizations that are co-operating. [958, 514, 1169, 560]
article-heading: Bagby Bagged [393, 594, 456, 605]
article-text: Alfred Badman, age 25, 2959 Ellis Ave., was taken to the County Hospital, March 11, suffering from pneumonia. [92, 1183, 326, 1206]
article-text: Mr. Frank Porter passed away Tuesday, March 8th. The remains were shipped to New Orleans after a short funeral service at the chapel of Lewis & Mahone. Rev. H. L. Williams officiating. St. Peter's Lodge No. 21, F. & A. M., took charge of the funeral services. [1176, 370, 1387, 439]
article-heading: Appendicitis [181, 1213, 237, 1225]
liability-row [843, 1733, 1133, 1746]
photo-offer-headline: GREAT OFFER IN PHOTOS [1396, 931, 1619, 950]
article-text: George Jobe, 2452 Dearborn St., was killed by an automobile at 31st and State St., March 11. The car was driven by Charles Cross, 2952 Wentworth Ave. The coroner's jury rendered the verdict that the accident was unavoidable. [334, 202, 515, 271]
article-text: At a special meeting of the Regina Charity Club, held Thursday, March 10th, each member brought various articles of clothing, which, together with a donation of $10.00, was turned over to the Chicago Urban League for the unemployed and needy families. Through the intercessions of the Regina Charity Club, the Young Men's Catholic Club of St. Monica's Church will have a similar "Clothing Shower." [92, 491, 326, 583]
row-value: 20,000.00 [1094, 1759, 1133, 1770]
article-text: The many friends of Mr. Wm. G. P. Johnson are rejoicing with him over the news that his wife is rapidly improving. Mrs. Johnson while visiting her mother in Atlanta, Ga., has recently been confined to her bed on account of illness. [747, 214, 952, 271]
column-divider [1391, 103, 1392, 1523]
article-text: The Frazier Universal Carburetor Company met Wednesday at the K. of P. hall to devise plans for marketing the only floatless carburetor. [958, 1204, 1169, 1239]
article-text: "The league has but," said Mr. Hill, "in this venture as it has had in all of its undertakings, the unselfish co-operation of churches, clubs and agencies. Without this magnanimous support, we could do nothing. It could not have succeeded. Among the churches which have furnished meals, sleeping accommodations, or both, are: Bethel A. M. E., Grant Memorial Chapel, and Quinn Chapel, and the churches, Olivet Baptist, Salem Baptist, St. Mary's A. M. E., and Quinn Chapel. Contrast the churches with the many others and you will see that they have contributed their services to the unemployed men. Several churches and women's clubs, the churches and women's clubs, the churches have contributed to the fund for the support of these men. Practically every appeal the league has made has brought results. The co-operation, however, has not been confined to the league. The Citizens' Relief Committee of Chicago, of which Rev. S. L. Birt is chairman, and Mr. L. Evans is secretary, has been organized in order to give direction to the plans and policies of the committee to carry out the work. The committee is composed of representatives of churches, the Y. M. C. A., the Y. W. C. A., and other agencies interested in the welfare of the community. The executive committee of this association has been faithful and loyal. In fact in all of this work we have been able to feed, and on many occasions his regard a 100 per cent attendance. It may be some feeble task that all of the individuals and groups who are engaged in the work a success should feel complimented because of the commendation of their work. The fact that relief measures for unemployed men of our race are recognized as better systematized and more efficient than those used in many other sections of the city is a record of which all who have co-operated may be justly proud." [958, 562, 1169, 994]
article-heading: STOP! LOOK! LISTEN! And Come to the Beautiful Cantata RUTH, THE MOABITESS [523, 365, 737, 401]
article-heading: Baugh Goes Crazy [384, 1247, 465, 1259]
article-heading: Giles Charity Club [808, 506, 891, 518]
product-item: Vanishing Cream [1399, 1743, 1515, 1757]
walker-products [1194, 1714, 1605, 1817]
article-heading: Dr. Robertson to Speak [799, 278, 900, 290]
article-text: The Matrons' Culture Club scored on Sunday at Institutional Lyceum in successfully putting over a splendid program, with Mrs. Clara Hutchison rendered the vocal solo. See the advantage of being enrolled with the best of us. [1395, 485, 1621, 543]
article-heading: Partially Asphyxiated [377, 920, 472, 932]
article-text: Buck Bennett, the tailor, will be ready for business Monday, and if you need anything in his line don't fail to see him. He can do your pressing, dry cleaning and altering, from a button to a suit. And yet a certain colored gent ordered a $60 suit from a strange salesman when we have competent young men in that business here. [1176, 466, 1387, 548]
liabilities-caption: LIABILITIES [956, 1719, 1020, 1731]
vault-line: SAFETY DEPOSIT VAULTS---BOXES $3.00 PER YEAR UPWARDS [567, 1945, 1104, 1963]
column-1 [92, 103, 326, 1523]
row-value: 8,000.00 [793, 1784, 828, 1795]
resource-row [538, 1758, 828, 1771]
article-text: Hot Stove League Stuff—Verdie Lyons says if Jack Johnson's admirers had pull enough to get him out, he would not be afraid to try his hand with him. Verdie says he wouldn't put Harry Wills in with him, and so on. Ha! ha! ha! [1176, 261, 1387, 319]
article-text: Takes place Friday, March 18th, continuing throughout till Easter. Our shop presents a garden of colors from which you are sure to find a hat to suit your type and complete your costume. Prices very reasonable. No exclusion. Quality Shop, 54 E. 43rd St., Mabel Overton Young, prop. Classes in women and girls. Mrs. Edwina Johnson of Nashville, Tenn., and Mrs. Josie Grammer will model the new hats in the Quality Shop, open Friday, March 18th, 54 E. 43rd St.—Adv. [521, 1113, 740, 1229]
article-text: Rev. Charles Bell, Indiana's silver-tongued orator, is on the warpath for the N. A. A. C. P. [1176, 648, 1387, 671]
article-text: Mattie Moore, age 7, school girl, 4350 Champlain Ave., was struck and knocked to the pavement at 45th St. and Champlain Ave., by a Western Union messenger boy. She suffered bruises on her right leg. [521, 123, 740, 169]
article-text: "Say, Buddy, don't you go to church? The Lord certainly will bless you. At Trinity they give some sandwiches, corn soup and 'taters. Over at Twenty-seventh and Dearborn it is soup, coffee and, gee, gee, the Lord certainly provides for his children!"—Unemployed Man. [1176, 1019, 1387, 1088]
liability-row [843, 1833, 1133, 1845]
article-text: In reply to these representations it is said that Dr. Robinson flatly refused to enter into any compromise with the railroads, but declared that he would fight the case through to the finish, and not allow the railroad interests to keep one cent which they have been holding out on him for over twenty years. [747, 848, 952, 929]
bank-strength: A Bank of Strength and Durability [541, 1915, 745, 1931]
emblem-triangle [147, 1650, 193, 1691]
ad-text: Sick and Accident Benefits $7.00 Per Week. Death Benefits $150.00 and a Monument at the grave of all deceased members. Charity Donation when disabled and in need. Monthly Dues only $1.25. [111, 1761, 499, 1798]
article-text: Seven such reports will be found elsewhere in this issue. [1176, 1224, 1387, 1246]
ad-org-name: SUPREME ROYAL CIRCLE FRIENDS [259, 1604, 479, 1658]
article-heading: Mrs. Edmonia Twyman Hurt [566, 176, 694, 188]
row-label: Other liabilities [843, 1809, 909, 1820]
article-text: Prof. Joseph Artis was just in to see the old wise man. [1176, 673, 1387, 696]
